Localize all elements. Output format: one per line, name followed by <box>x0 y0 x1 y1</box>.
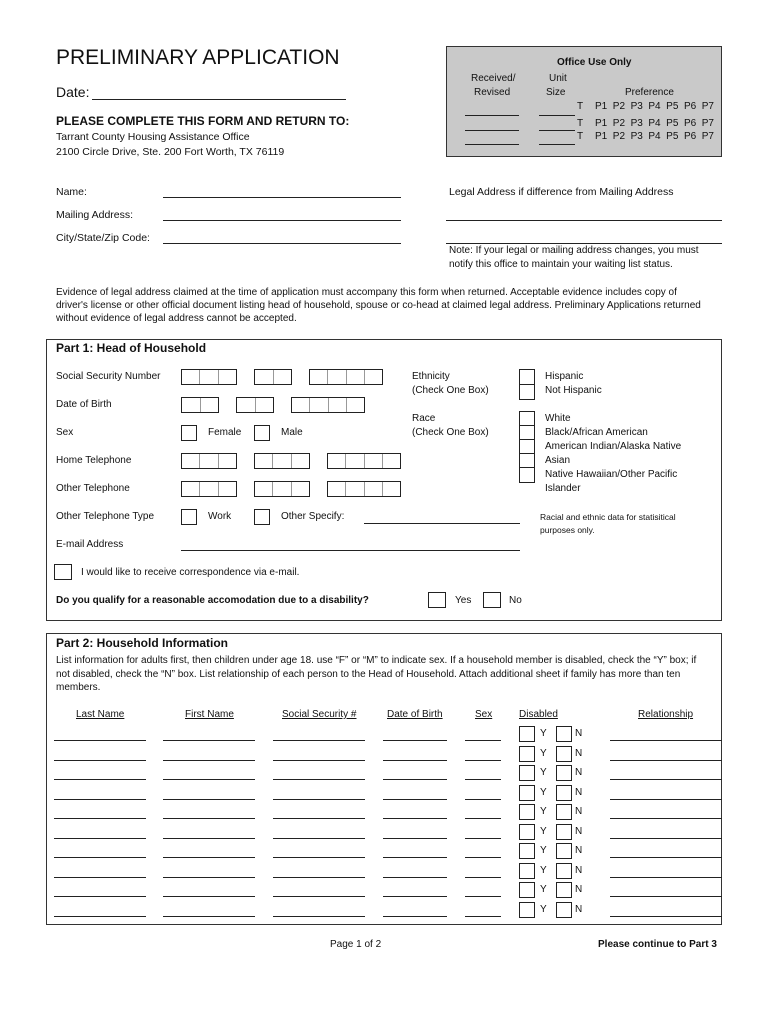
not-hispanic-label: Not Hispanic <box>545 385 602 396</box>
email-label: E-mail Address <box>56 539 124 550</box>
col-dob: Date of Birth <box>387 709 443 720</box>
legal-address-field-2[interactable] <box>446 243 722 244</box>
female-label: Female <box>208 427 242 438</box>
unit-label: Unit <box>549 73 567 84</box>
dob-day[interactable] <box>236 397 274 413</box>
disabled-no-checkbox[interactable] <box>556 843 572 859</box>
race-label: Race <box>412 413 436 424</box>
disabled-yes-checkbox[interactable] <box>519 843 535 859</box>
first-name-field[interactable] <box>163 799 255 800</box>
disabled-no-checkbox[interactable] <box>556 785 572 801</box>
disabled-no-checkbox[interactable] <box>556 726 572 742</box>
dob-field[interactable] <box>383 740 447 741</box>
ssn-part-2[interactable] <box>254 369 292 385</box>
other-specify-checkbox[interactable] <box>254 509 270 525</box>
other-phone-type-label: Other Telephone Type <box>56 511 155 522</box>
disabled-no-label: N <box>575 786 583 798</box>
other-specify-label: Other Specify: <box>281 511 345 522</box>
dob-field[interactable] <box>383 857 447 858</box>
race-pacific-islander-checkbox[interactable] <box>519 467 535 483</box>
col-ssn: Social Security # <box>282 709 357 720</box>
disabled-yes-checkbox[interactable] <box>519 726 535 742</box>
accommodation-question: Do you qualify for a reasonable accomodation due to a disability? <box>56 595 369 606</box>
ssn-field[interactable] <box>273 857 365 858</box>
disabled-yes-label: Y <box>540 884 547 895</box>
date-label: Date: <box>56 84 90 100</box>
disabled-no-label: N <box>575 864 583 876</box>
yes-label: Yes <box>455 595 472 606</box>
dob-field[interactable] <box>383 896 447 897</box>
disabled-no-label: N <box>575 728 583 739</box>
last-name-field[interactable] <box>54 896 146 897</box>
relationship-field[interactable] <box>610 916 722 917</box>
ethnicity-check-one: (Check One Box) <box>412 385 489 396</box>
sex-field[interactable] <box>465 896 501 897</box>
dob-field[interactable] <box>383 799 447 800</box>
disabled-no-label: N <box>575 903 583 915</box>
first-name-field[interactable] <box>163 877 255 878</box>
office-use-title: Office Use Only <box>557 57 632 68</box>
first-name-field[interactable] <box>163 760 255 761</box>
relationship-field[interactable] <box>610 779 722 780</box>
dob-field[interactable] <box>383 916 447 917</box>
race-check-one: (Check One Box) <box>412 427 489 438</box>
disabled-yes-label: Y <box>540 767 547 778</box>
unit-size-field[interactable] <box>539 144 575 145</box>
relationship-field[interactable] <box>610 760 722 761</box>
office-name: Tarrant County Housing Assistance Office <box>56 131 250 143</box>
disabled-no-checkbox[interactable] <box>556 765 572 781</box>
relationship-field[interactable] <box>610 740 722 741</box>
accommodation-yes-checkbox[interactable] <box>428 592 446 608</box>
home-phone-line[interactable] <box>327 453 401 469</box>
disabled-no-checkbox[interactable] <box>556 882 572 898</box>
ssn-field[interactable] <box>273 877 365 878</box>
sex-field[interactable] <box>465 799 501 800</box>
disabled-yes-checkbox[interactable] <box>519 882 535 898</box>
revised-label: Revised <box>474 87 511 98</box>
col-first-name: First Name <box>185 709 234 720</box>
sex-field[interactable] <box>465 877 501 878</box>
work-checkbox[interactable] <box>181 509 197 525</box>
last-name-field[interactable] <box>54 760 146 761</box>
disabled-yes-checkbox[interactable] <box>519 765 535 781</box>
hispanic-label: Hispanic <box>545 371 584 382</box>
work-label: Work <box>208 511 232 522</box>
part2-title: Part 2: Household Information <box>56 636 229 650</box>
dob-field[interactable] <box>383 818 447 819</box>
disabled-yes-label: Y <box>540 786 547 798</box>
received-field[interactable] <box>465 144 519 145</box>
sex-field[interactable] <box>465 818 501 819</box>
last-name-field[interactable] <box>54 779 146 780</box>
male-label: Male <box>281 427 303 438</box>
legal-address-label: Legal Address if difference from Mailing Address <box>449 186 674 198</box>
other-phone-area[interactable] <box>181 481 237 497</box>
relationship-field[interactable] <box>610 838 722 839</box>
race-option: White <box>545 413 571 424</box>
dob-month[interactable] <box>181 397 219 413</box>
disabled-yes-checkbox[interactable] <box>519 902 535 918</box>
disabled-no-label: N <box>575 806 583 817</box>
ssn-field[interactable] <box>273 779 365 780</box>
disabled-no-label: N <box>575 767 583 778</box>
ssn-label: Social Security Number <box>56 371 161 382</box>
email-field[interactable] <box>181 550 520 551</box>
disabled-no-checkbox[interactable] <box>556 804 572 820</box>
return-heading: PLEASE COMPLETE THIS FORM AND RETURN TO: <box>56 114 350 128</box>
office-address: 2100 Circle Drive, Ste. 200 Fort Worth, TX 76119 <box>56 146 285 158</box>
disabled-no-label: N <box>575 825 583 837</box>
disabled-no-checkbox[interactable] <box>556 824 572 840</box>
col-relationship: Relationship <box>638 709 694 720</box>
disabled-yes-label: Y <box>540 864 547 876</box>
other-phone-line[interactable] <box>327 481 401 497</box>
sex-field[interactable] <box>465 916 501 917</box>
name-field[interactable] <box>163 197 401 198</box>
male-checkbox[interactable] <box>254 425 270 441</box>
mailing-field[interactable] <box>163 220 401 221</box>
unit-size-field[interactable] <box>539 130 575 131</box>
last-name-field[interactable] <box>54 838 146 839</box>
sex-field[interactable] <box>465 838 501 839</box>
hispanic-checkbox[interactable] <box>519 369 535 385</box>
type-label: T <box>577 118 584 129</box>
disabled-yes-checkbox[interactable] <box>519 785 535 801</box>
received-field[interactable] <box>465 130 519 131</box>
first-name-field[interactable] <box>163 838 255 839</box>
race-option: Asian <box>545 455 571 466</box>
mailing-label: Mailing Address: <box>56 209 134 221</box>
disabled-yes-label: Y <box>540 825 547 837</box>
relationship-field[interactable] <box>610 799 722 800</box>
other-specify-field[interactable] <box>364 523 520 524</box>
type-label: T <box>577 131 584 142</box>
disabled-yes-checkbox[interactable] <box>519 804 535 820</box>
disabled-no-label: N <box>575 845 583 856</box>
first-name-field[interactable] <box>163 896 255 897</box>
office-use-box <box>446 46 722 157</box>
ssn-field[interactable] <box>273 916 365 917</box>
disabled-yes-label: Y <box>540 845 547 856</box>
page-title: PRELIMINARY APPLICATION <box>56 46 340 69</box>
dob-field[interactable] <box>383 779 447 780</box>
city-label: City/State/Zip Code: <box>56 232 150 244</box>
dob-label: Date of Birth <box>56 399 112 410</box>
sex-field[interactable] <box>465 760 501 761</box>
relationship-field[interactable] <box>610 857 722 858</box>
race-option: Native Hawaiian/Other Pacific <box>545 469 678 480</box>
disabled-no-label: N <box>575 884 583 895</box>
disabled-yes-label: Y <box>540 747 547 759</box>
relationship-field[interactable] <box>610 818 722 819</box>
legal-address-field[interactable] <box>446 220 722 221</box>
part2-instructions-1: List information for adults first, then children under age 18. use “F” or “M” to indicate sex. If a household member is disabled, check the “Y” box; if <box>56 655 697 666</box>
email-correspondence-label: I would like to receive correspondence via e-mail. <box>81 567 300 578</box>
sex-field[interactable] <box>465 857 501 858</box>
unit-size-field[interactable] <box>539 115 575 116</box>
disabled-no-checkbox[interactable] <box>556 746 572 762</box>
received-label: Received/ <box>471 73 516 84</box>
city-field[interactable] <box>163 243 401 244</box>
other-phone-label: Other Telephone <box>56 483 130 494</box>
no-label: No <box>509 595 522 606</box>
dob-year[interactable] <box>291 397 365 413</box>
preference-options[interactable]: P1 P2 P3 P4 P5 P6 P7 <box>595 118 714 129</box>
ssn-field[interactable] <box>273 740 365 741</box>
first-name-field[interactable] <box>163 818 255 819</box>
disabled-no-checkbox[interactable] <box>556 863 572 879</box>
other-phone-prefix[interactable] <box>254 481 310 497</box>
race-option: American Indian/Alaska Native <box>545 441 682 452</box>
disabled-no-label: N <box>575 747 583 759</box>
col-disabled: Disabled <box>519 709 558 720</box>
race-option: Black/African American <box>545 427 648 438</box>
preference-options[interactable]: P1 P2 P3 P4 P5 P6 P7 <box>595 101 714 112</box>
ssn-field[interactable] <box>273 838 365 839</box>
ssn-part-1[interactable] <box>181 369 237 385</box>
ssn-field[interactable] <box>273 799 365 800</box>
ssn-field[interactable] <box>273 818 365 819</box>
evidence-line-2: driver's license or other official document listing head of household, spouse or co-head at claimed legal address. Preliminary Applications returned <box>56 300 701 311</box>
page-number: Page 1 of 2 <box>330 939 382 950</box>
col-last-name: Last Name <box>76 709 125 720</box>
disabled-yes-label: Y <box>540 903 547 915</box>
ethnicity-label: Ethnicity <box>412 371 450 382</box>
first-name-field[interactable] <box>163 857 255 858</box>
email-correspondence-checkbox[interactable] <box>54 564 72 580</box>
relationship-field[interactable] <box>610 896 722 897</box>
home-phone-label: Home Telephone <box>56 455 132 466</box>
home-phone-prefix[interactable] <box>254 453 310 469</box>
first-name-field[interactable] <box>163 779 255 780</box>
first-name-field[interactable] <box>163 916 255 917</box>
sex-field[interactable] <box>465 740 501 741</box>
last-name-field[interactable] <box>54 916 146 917</box>
disabled-yes-label: Y <box>540 728 547 739</box>
date-field[interactable] <box>92 99 346 100</box>
part2-instructions-2: not disabled, check the “N” box. List relationship of each person to the Head of Household. Attach additional sheet if family has more than ten <box>56 669 681 680</box>
home-phone-area[interactable] <box>181 453 237 469</box>
racial-note-2: purposes only. <box>540 525 595 535</box>
note-line-2: notify this office to maintain your waiting list status. <box>449 259 673 270</box>
last-name-field[interactable] <box>54 877 146 878</box>
last-name-field[interactable] <box>54 818 146 819</box>
relationship-field[interactable] <box>610 877 722 878</box>
continue-note: Please continue to Part 3 <box>598 939 717 950</box>
evidence-line-1: Evidence of legal address claimed at the time of application must accompany this form when returned. Acceptable evidence includes copy of <box>56 287 677 298</box>
disabled-yes-checkbox[interactable] <box>519 746 535 762</box>
col-sex: Sex <box>475 709 493 720</box>
type-label: T <box>577 101 584 112</box>
first-name-field[interactable] <box>163 740 255 741</box>
note-line-1: Note: If your legal or mailing address changes, you must <box>449 245 699 256</box>
part2-instructions-3: members. <box>56 682 101 693</box>
dob-field[interactable] <box>383 877 447 878</box>
part1-title: Part 1: Head of Household <box>56 341 207 355</box>
size-label: Size <box>546 87 566 98</box>
evidence-line-3: without evidence of legal address cannot be accepted. <box>56 313 297 324</box>
sex-field[interactable] <box>465 779 501 780</box>
last-name-field[interactable] <box>54 799 146 800</box>
preference-options[interactable]: P1 P2 P3 P4 P5 P6 P7 <box>595 131 714 142</box>
disabled-yes-label: Y <box>540 806 547 817</box>
preference-label: Preference <box>625 87 674 98</box>
ssn-field[interactable] <box>273 760 365 761</box>
ssn-field[interactable] <box>273 896 365 897</box>
disabled-yes-checkbox[interactable] <box>519 824 535 840</box>
ssn-part-3[interactable] <box>309 369 383 385</box>
disabled-yes-checkbox[interactable] <box>519 863 535 879</box>
female-checkbox[interactable] <box>181 425 197 441</box>
dob-field[interactable] <box>383 838 447 839</box>
dob-field[interactable] <box>383 760 447 761</box>
last-name-field[interactable] <box>54 740 146 741</box>
disabled-no-checkbox[interactable] <box>556 902 572 918</box>
last-name-field[interactable] <box>54 857 146 858</box>
received-field[interactable] <box>465 115 519 116</box>
name-label: Name: <box>56 186 87 198</box>
not-hispanic-checkbox[interactable] <box>519 384 535 400</box>
race-option: Islander <box>545 483 581 494</box>
sex-label: Sex <box>56 427 74 438</box>
racial-note-1: Racial and ethnic data for statisitical <box>540 512 676 522</box>
accommodation-no-checkbox[interactable] <box>483 592 501 608</box>
